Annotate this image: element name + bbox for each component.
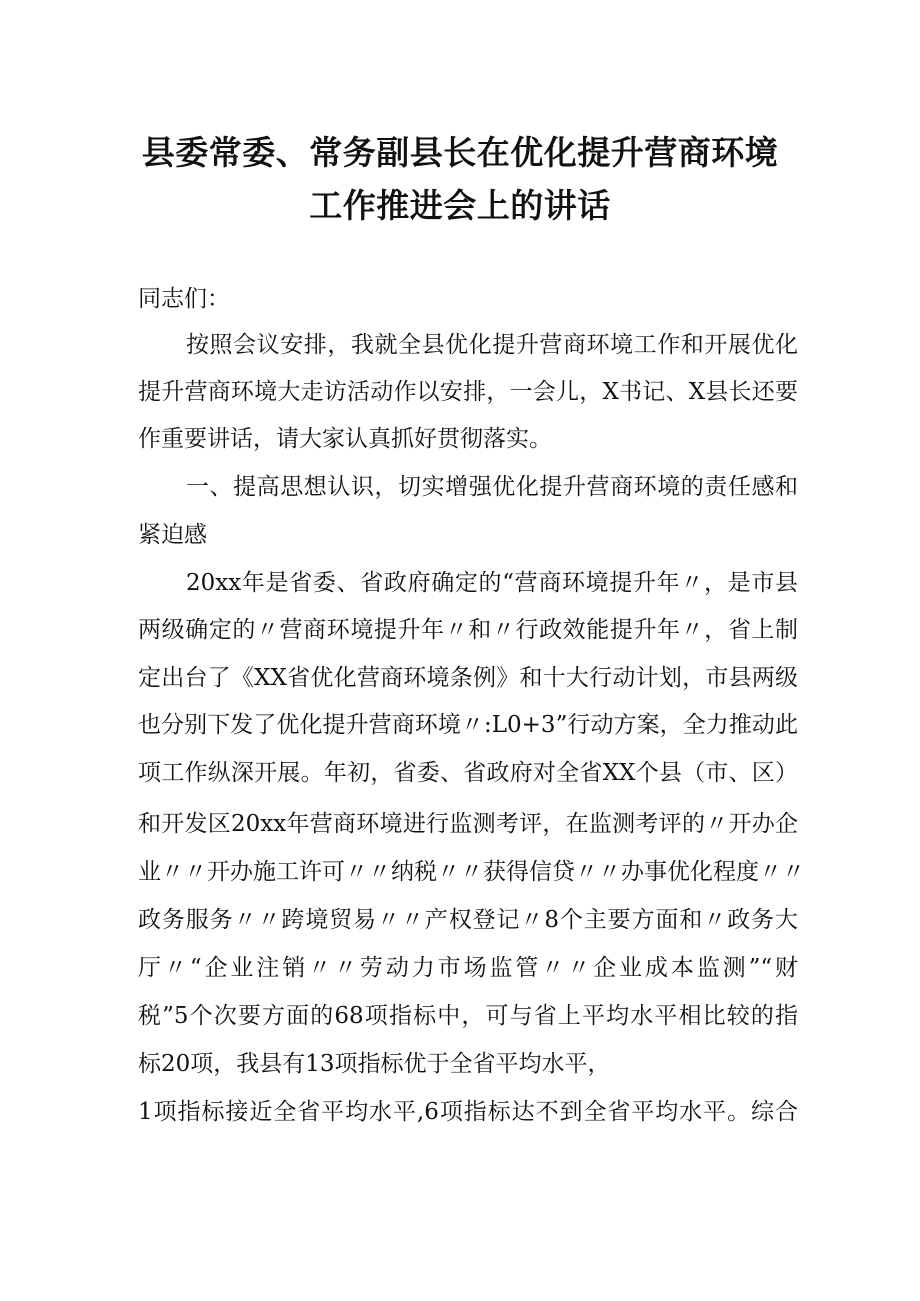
paragraph-line: 20xx年是省委、省政府确定的“营商环境提升年〃，是市县 xyxy=(186,570,798,596)
document-title-line-1: 县委常委、常务副县长在优化提升营商环境 xyxy=(141,133,779,172)
paragraph-line: 提升营商环境大走访活动作以安排，一会儿，X书记、X县长还要 xyxy=(138,379,798,405)
paragraph-line: 两级确定的〃营商环境提升年〃和〃行政效能提升年〃，省上制 xyxy=(138,617,798,643)
paragraph-line: 1项指标接近全省平均水平,6项指标达不到全省平均水平。综合 xyxy=(138,1099,798,1125)
section-heading-line: 紧迫感 xyxy=(138,522,207,548)
paragraph-line: 业〃〃开办施工许可〃〃纳税〃〃获得信贷〃〃办事优化程度〃〃 xyxy=(138,859,805,885)
paragraph-line: 作重要讲话，请大家认真抓好贯彻落实。 xyxy=(138,426,552,452)
paragraph-line: 也分别下发了优化提升营商环境〃:L0+3”行动方案，全力推动此 xyxy=(138,712,798,738)
document-title-line-2: 工作推进会上的讲话 xyxy=(309,186,611,225)
paragraph-line: 厅〃“企业注销〃〃劳动力市场监管〃〃企业成本监测”“财 xyxy=(138,955,798,981)
section-heading-line: 一、提高思想认识，切实增强优化提升营商环境的责任感和 xyxy=(186,474,798,500)
paragraph-line: 标20项，我县有13项指标优于全省平均水平， xyxy=(138,1051,611,1077)
paragraph-line: 按照会议安排，我就全县优化提升营商环境工作和开展优化 xyxy=(186,332,798,358)
paragraph-line: 政务服务〃〃跨境贸易〃〃产权登记〃8个主要方面和〃政务大 xyxy=(138,907,798,933)
paragraph-line: 定出台了《XX省优化营商环境条例》和十大行动计划，市县两级 xyxy=(138,665,798,691)
salutation: 同志们： xyxy=(138,286,230,312)
paragraph-line: 和开发区20xx年营商环境进行监测考评，在监测考评的〃开办企 xyxy=(138,811,798,837)
paragraph-line: 税”5个次要方面的68项指标中，可与省上平均水平相比较的指 xyxy=(138,1003,798,1029)
paragraph-line: 项工作纵深开展。年初，省委、省政府对全省XX个县（市、区） xyxy=(138,760,798,786)
